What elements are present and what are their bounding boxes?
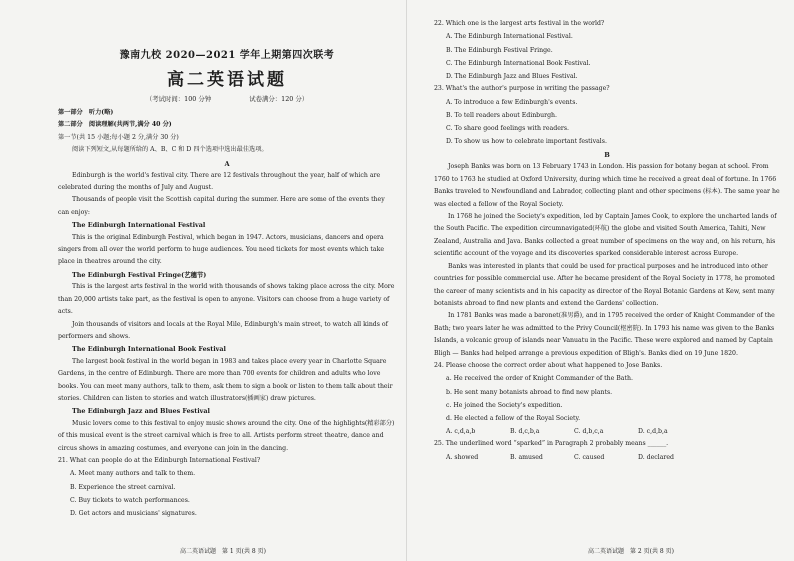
passage-a-p6: The largest book festival in the world began in 1983 and takes place every year in Charlotte Square Gardens, in the centre of Edinburgh. There are more than 700 events for children and adults who love books. You can meet many authors, talk to them, ask them to sign a book or listen to them talk about their stories. Children can listen to stories and watch illustrators(插画家) draw pictures. <box>58 357 393 402</box>
passage-b-p4: In 1781 Banks was made a baronet(准男爵), and in 1795 received the order of Knight Commander of the Bath; two years later he was admitted to the Privy Council(枢密院). In 1793 his name was given to the Banks Islands, a volcanic group of islands near Vanuatu in the Pacific. These were explored and named by Captain Bligh — Banks had helped arrange a previous expedition of Bligh's. Banks died on 19 June 1820. <box>434 312 775 357</box>
q25-option-d: D. declared <box>638 453 675 461</box>
q24-option-b: B. d,c,b,a <box>510 428 540 436</box>
exam-score: 试卷满分：120 分） <box>249 95 309 103</box>
festival-heading-4: The Edinburgh Jazz and Blues Festival <box>72 407 210 416</box>
q25-option-b: B. amused <box>510 453 543 461</box>
q24-item-a: a. He received the order of Knight Commander of the Bath. <box>446 375 633 383</box>
q24-option-c: C. d,b,c,a <box>574 428 604 436</box>
q23-option-b: B. To tell readers about Edinburgh. <box>446 111 557 119</box>
q22-option-b: B. The Edinburgh Festival Fringe. <box>446 46 553 54</box>
right-page <box>408 0 794 561</box>
q24-item-b: b. He sent many botanists abroad to find new plants. <box>446 388 613 396</box>
q24-item-c: c. He joined the Society's expedition. <box>446 401 563 409</box>
q22-option-a: A. The Edinburgh International Festival. <box>446 33 573 41</box>
q22-option-c: C. The Edinburgh International Book Festival. <box>446 59 591 67</box>
festival-heading-2: The Edinburgh Festival Fringe(艺穗节) <box>72 270 207 279</box>
passage-a-p5: Join thousands of visitors and locals at the Royal Mile, Edinburgh's main street, to watch all kinds of performers and shows. <box>58 320 388 340</box>
question-25: 25. The underlined word “sparked” in Paragraph 2 probably means ______. <box>434 440 669 448</box>
festival-heading-1: The Edinburgh International Festival <box>72 221 206 230</box>
part2-heading: 第二部分 阅读理解(共两节,满分 40 分) <box>58 121 172 129</box>
left-page-footer: 高二英语试题 第 1 页(共 8 页) <box>180 548 266 555</box>
passage-b-p2: In 1768 he joined the Society's expedition, led by Captain James Cook, to explore the uncharted lands of the South Pacific. The expedition circumnavigated(环航) the globe and visited South America, Tahiti, New Zealand, Australia and Java. Banks collected a great number of specimens on the way and, on his return, his scientific account of the voyage and its discoveries sparked considerable interest across Europe. <box>434 213 777 258</box>
question-21: 21. What can people do at the Edinburgh International Festival? <box>58 456 261 464</box>
q21-option-b: B. Experience the street carnival. <box>70 483 176 491</box>
q22-option-d: D. The Edinburgh Jazz and Blues Festival. <box>446 73 578 81</box>
q24-options <box>434 425 780 438</box>
q24-option-d: D. c,d,b,a <box>638 428 668 436</box>
q24-item-d: d. He elected a fellow of the Royal Society. <box>446 414 581 422</box>
part1-heading: 第一部分 听力(略) <box>58 109 114 116</box>
q25-options <box>434 451 780 464</box>
passage-a-label: A <box>224 159 230 168</box>
q23-option-c: C. To share good feelings with readers. <box>446 125 569 133</box>
passage-b-p1: Joseph Banks was born on 13 February 1743 in London. His passion for botany began at school. From 1760 to 1763 he studied at Oxford University, during which time he received a great deal of fortune. In 1766 Banks traveled to Newfoundland and Labrador, collecting plant and other specimens (标本). The same year he was elected a fellow of the Royal Society. <box>434 163 780 208</box>
section1-heading: 第一节(共 15 小题;每小题 2 分,满分 30 分) <box>58 133 179 141</box>
exam-meta <box>58 94 396 103</box>
passage-b-label: B <box>604 151 610 160</box>
passage-a-p1: Edinburgh is the world's festival city. There are 12 festivals throughout the year, half of which are celebrated during the months of July and August. <box>58 171 381 192</box>
q25-option-c: C. caused <box>574 453 605 461</box>
passage-a-p4: This is the largest arts festival in the world with thousands of shows taking place across the city. More than 20,000 artists take part, as the festival is open to anyone. Visitors can choose from a huge variety of acts. <box>58 283 395 316</box>
passage-b-p3: Banks was interested in plants that could be used for practical purposes and he introduced into other countries for possible commercial use. After he became president of the Royal Society in 1778, he promoted the career of many scientists and in his capacity as director of the Royal Botanic Gardens at Kew, sent many botanists abroad to find new plants and extend the Gardens' collection. <box>434 262 775 307</box>
exam-header-title: 豫南九校 2020—2021 学年上期第四次联考 <box>119 50 335 61</box>
q23-option-d: D. To show us how to celebrate important festivals. <box>446 138 607 146</box>
festival-heading-3: The Edinburgh International Book Festival <box>72 345 226 354</box>
q21-option-c: C. Buy tickets to watch performances. <box>70 496 190 504</box>
q23-option-a: A. To introduce a few Edinburgh's events. <box>446 98 578 106</box>
passage-a-p7: Music lovers come to this festival to enjoy music shows around the city. One of the highlights(精彩部分) of this musical event is the street carnival which is free to all. Artists perform street theatre, dance and circus shows in amazing costumes, and everyone can join in the dancing. <box>58 419 395 452</box>
right-page-footer: 高二英语试题 第 2 页(共 8 页) <box>588 548 674 555</box>
exam-time: （考试时间：100 分钟 <box>145 95 212 103</box>
q21-option-d: D. Get actors and musicians' signatures. <box>70 509 197 517</box>
instruction: 阅读下列短文,从每题所给的 A、B、C 和 D 四个选项中选出最佳选项。 <box>72 146 268 154</box>
question-24: 24. Please choose the correct order about what happened to Jose Banks. <box>434 361 663 369</box>
question-22: 22. Which one is the largest arts festival in the world? <box>434 20 605 27</box>
q24-option-a: A. c,d,a,b <box>446 428 476 436</box>
q25-option-a: A. showed <box>446 453 479 461</box>
passage-a-p3: This is the original Edinburgh Festival, which began in 1947. Actors, musicians, dancers and opera singers from all over the world perform to huge audiences. You need tickets for most events which take place in theatres around the city. <box>58 233 384 266</box>
q21-option-a: A. Meet many authors and talk to them. <box>70 470 196 478</box>
exam-main-title: 高二英语试题 <box>167 70 287 90</box>
question-23: 23. What's the author's purpose in writing the passage? <box>434 85 610 93</box>
passage-a-p2: Thousands of people visit the Scottish capital during the summer. Here are some of the events they can enjoy: <box>58 196 385 216</box>
